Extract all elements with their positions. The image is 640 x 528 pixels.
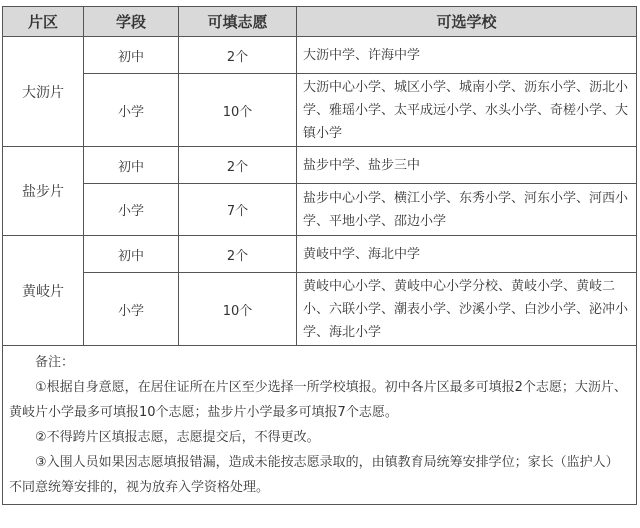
header-stage: 学段 [84, 7, 179, 37]
count-cell: 7个 [179, 184, 297, 236]
area-cell: 大沥片 [3, 37, 84, 147]
count-cell: 2个 [179, 236, 297, 273]
table-row [3, 37, 637, 74]
stage-cell: 初中 [84, 37, 179, 74]
count-cell: 2个 [179, 37, 297, 74]
table-row [3, 236, 637, 273]
schools-cell: 黄岐中心小学、黄岐中心小学分校、黄岐小学、黄岐二小、六联小学、潮表小学、沙溪小学、白沙小学、泌冲小学、海北小学 [297, 273, 637, 346]
admission-table [2, 6, 637, 505]
area-cell: 盐步片 [3, 147, 84, 236]
schools-cell: 大沥中学、许海中学 [297, 37, 637, 74]
note-item: ②不得跨片区填报志愿，志愿提交后，不得更改。 [35, 430, 320, 445]
notes-title: 备注： [35, 355, 75, 370]
schools-cell: 黄岐中学、海北中学 [297, 236, 637, 273]
table-row [3, 273, 637, 346]
schools-cell: 大沥中心小学、城区小学、城南小学、沥东小学、沥北小学、雅瑶小学、太平成远小学、水头小学、奇槎小学、大镇小学 [297, 74, 637, 147]
notes-cell [3, 346, 637, 505]
schools-cell: 盐步中心小学、横江小学、东秀小学、河东小学、河西小学、平地小学、邵边小学 [297, 184, 637, 236]
table-row [3, 184, 637, 236]
count-cell: 10个 [179, 74, 297, 147]
stage-cell: 小学 [84, 184, 179, 236]
count-cell: 2个 [179, 147, 297, 184]
stage-cell: 小学 [84, 74, 179, 147]
note-item: ①根据自身意愿，在居住证所在片区至少选择一所学校填报。初中各片区最多可填报2个志愿；大沥片、黄岐片小学最多可填报10个志愿；盐步片小学最多可填报7个志愿。 [9, 380, 627, 420]
header-schools: 可选学校 [297, 7, 637, 37]
area-cell: 黄岐片 [3, 236, 84, 346]
header-count: 可填志愿 [179, 7, 297, 37]
schools-cell: 盐步中学、盐步三中 [297, 147, 637, 184]
notes-row [3, 346, 637, 505]
stage-cell: 初中 [84, 147, 179, 184]
table-row [3, 147, 637, 184]
header-row [3, 7, 637, 37]
stage-cell: 初中 [84, 236, 179, 273]
count-cell: 10个 [179, 273, 297, 346]
header-area: 片区 [3, 7, 84, 37]
stage-cell: 小学 [84, 273, 179, 346]
note-item: ③入围人员如果因志愿填报错漏，造成未能按志愿录取的，由镇教育局统筹安排学位；家长（监护人）不同意统筹安排的，视为放弃入学资格处理。 [9, 455, 619, 495]
table-row [3, 74, 637, 147]
